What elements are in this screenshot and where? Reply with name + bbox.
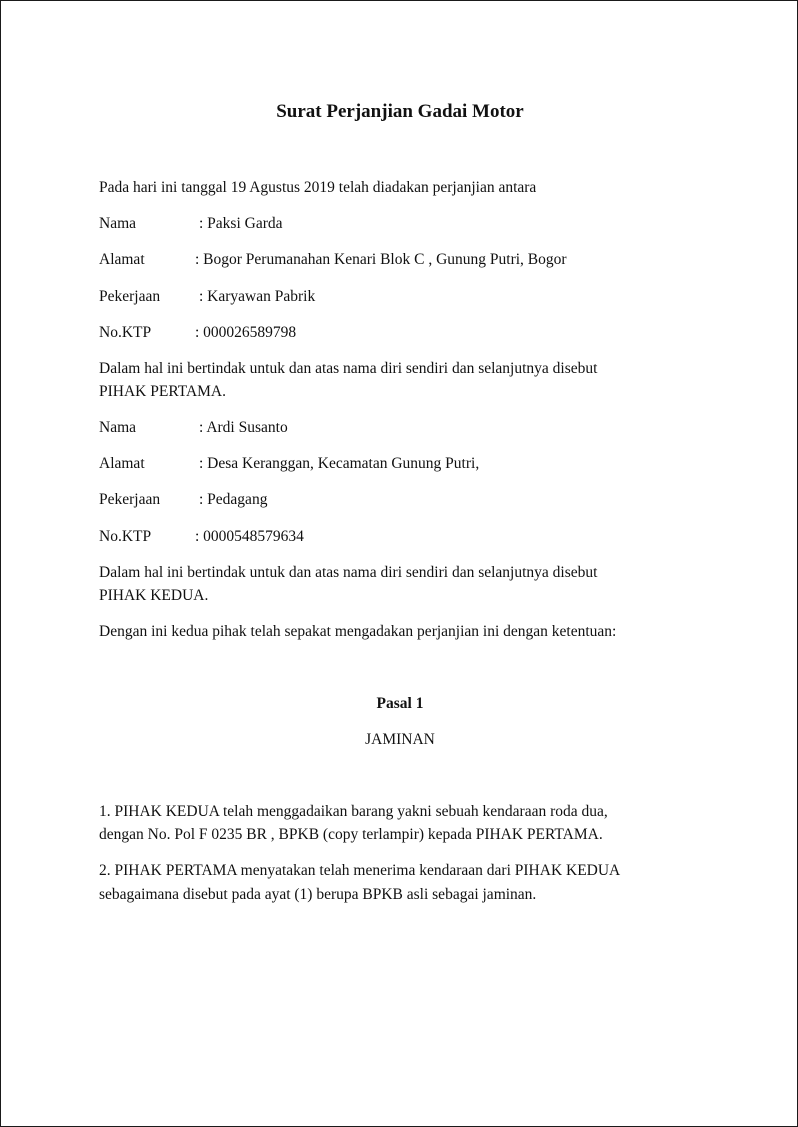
pekerjaan-label: Pekerjaan <box>99 288 161 305</box>
pasal-1-item1-line2: dengan No. Pol F 0235 BR , BPKB (copy terlampir) kepada PIHAK PERTAMA. <box>99 826 603 843</box>
pihak-pertama-statement-line2: PIHAK PERTAMA. <box>99 383 227 400</box>
pihak-pertama-nama: : Paksi Garda <box>199 215 283 232</box>
pihak-kedua-alamat-row <box>99 454 480 474</box>
agreement-text: Dengan ini kedua pihak telah sepakat mengadakan perjanjian ini dengan ketentuan: <box>99 623 617 640</box>
pihak-pertama-statement-line1: Dalam hal ini bertindak untuk dan atas nama diri sendiri dan selanjutnya disebut <box>99 360 598 377</box>
pihak-pertama-pekerjaan: : Karyawan Pabrik <box>199 288 316 305</box>
pihak-pertama-alamat: : Bogor Perumanahan Kenari Blok C , Gunung Putri, Bogor <box>195 251 567 268</box>
document-title: Surat Perjanjian Gadai Motor <box>276 101 524 122</box>
pasal-1-heading: Pasal 1 <box>376 695 424 712</box>
ktp-label: No.KTP <box>99 324 152 341</box>
pihak-kedua-pekerjaan-row <box>99 490 268 510</box>
pihak-kedua-ktp-row <box>99 527 304 547</box>
pihak-kedua-statement-line2: PIHAK KEDUA. <box>99 587 209 604</box>
ktp-label: No.KTP <box>99 528 152 545</box>
pihak-pertama-pekerjaan-row <box>99 287 316 307</box>
pasal-1-item2-line1: 2. PIHAK PERTAMA menyatakan telah menerima kendaraan dari PIHAK KEDUA <box>99 862 621 879</box>
pihak-kedua-statement-line1: Dalam hal ini bertindak untuk dan atas nama diri sendiri dan selanjutnya disebut <box>99 564 598 581</box>
pihak-kedua-alamat: : Desa Keranggan, Kecamatan Gunung Putri, <box>199 455 480 472</box>
pihak-pertama-ktp-row <box>99 323 297 343</box>
intro-text: Pada hari ini tanggal 19 Agustus 2019 telah diadakan perjanjian antara <box>99 179 537 196</box>
pihak-pertama-alamat-row <box>99 250 567 270</box>
pasal-1-subheading: JAMINAN <box>365 731 435 748</box>
pihak-kedua-pekerjaan: : Pedagang <box>199 491 268 508</box>
nama-label: Nama <box>99 215 137 232</box>
pihak-pertama-nama-row <box>99 214 283 234</box>
pasal-1-item2-line2: sebagaimana disebut pada ayat (1) berupa BPKB asli sebagai jaminan. <box>99 886 537 903</box>
alamat-label: Alamat <box>99 455 145 472</box>
pihak-kedua-nama-row <box>99 418 288 438</box>
nama-label: Nama <box>99 419 137 436</box>
pekerjaan-label: Pekerjaan <box>99 491 161 508</box>
pihak-pertama-ktp: : 000026589798 <box>195 324 297 341</box>
pasal-1-item1-line1: 1. PIHAK KEDUA telah menggadaikan barang yakni sebuah kendaraan roda dua, <box>99 803 608 820</box>
pihak-kedua-ktp: : 0000548579634 <box>195 528 304 545</box>
pihak-kedua-nama: : Ardi Susanto <box>199 419 288 436</box>
alamat-label: Alamat <box>99 251 145 268</box>
